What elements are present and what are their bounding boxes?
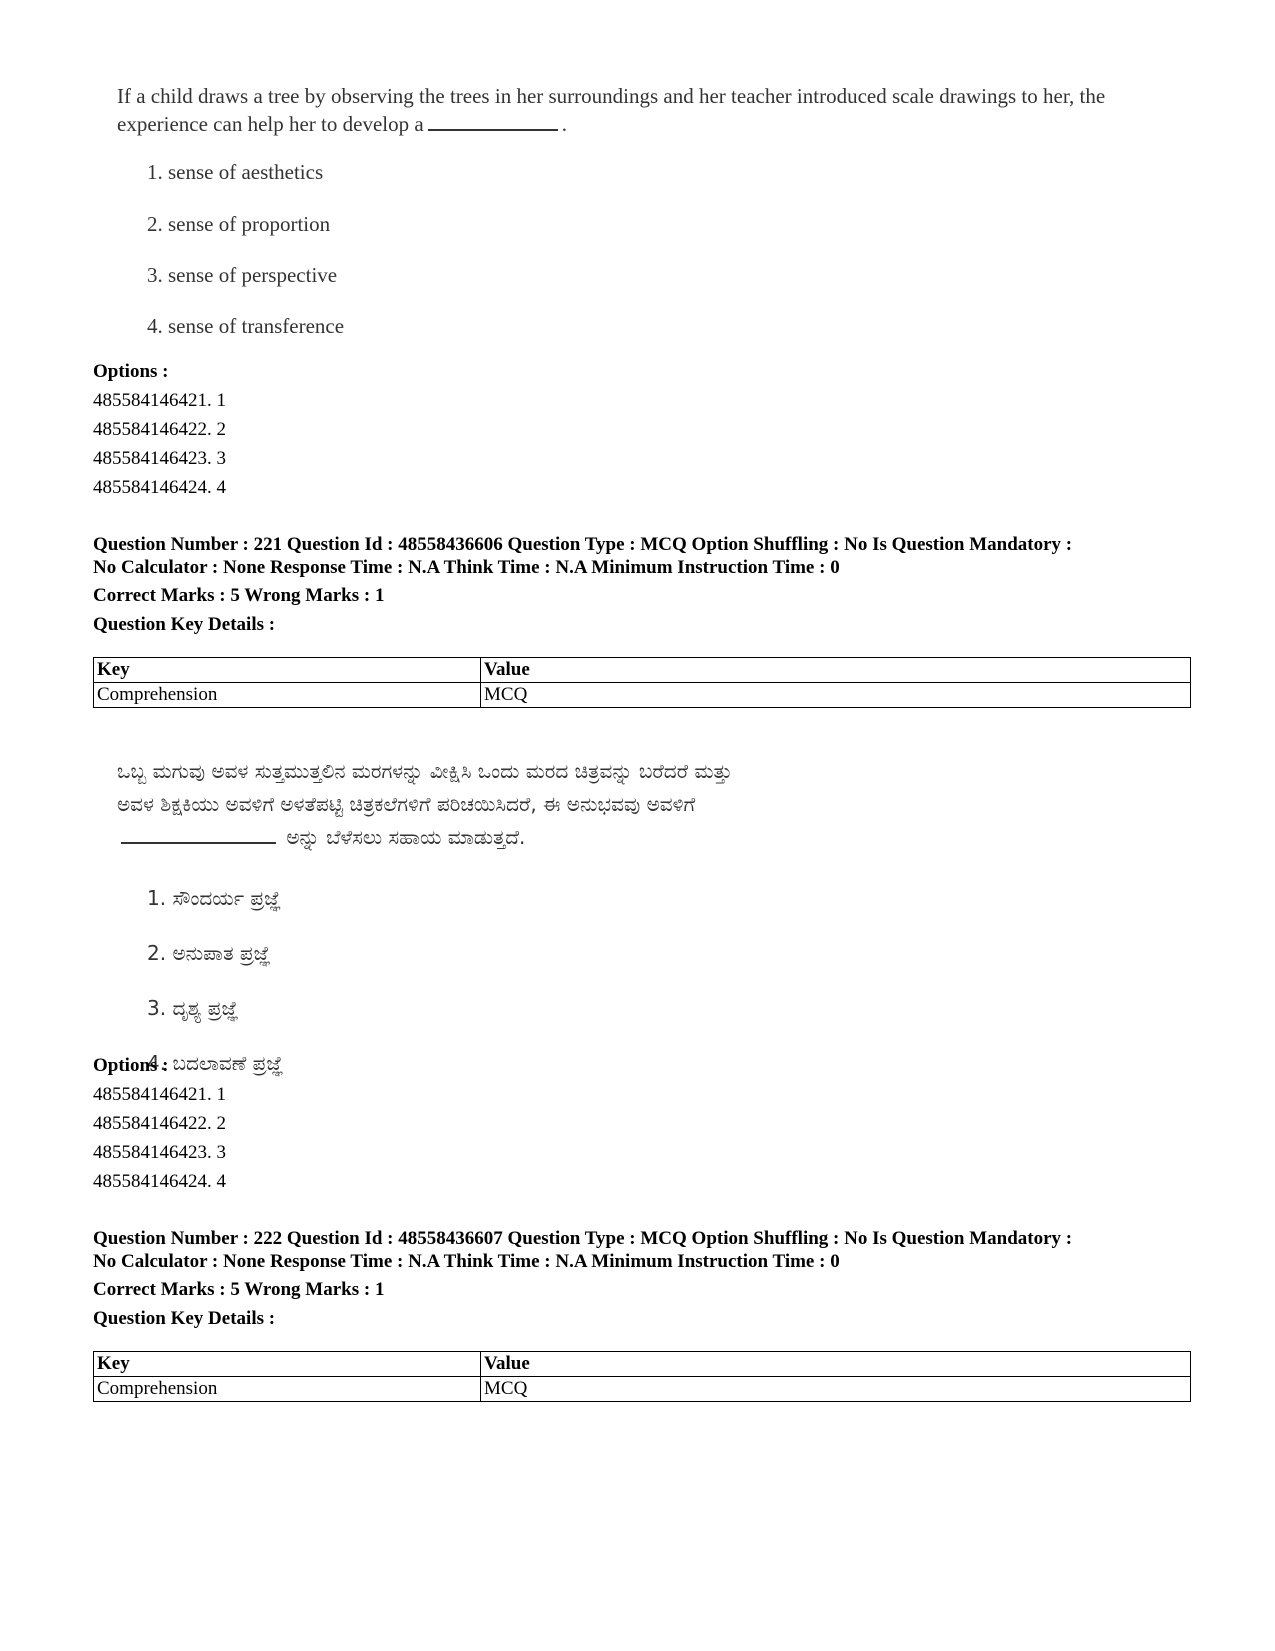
table-cell-key: Comprehension: [94, 1377, 481, 1402]
option-item: 485584146421. 1: [93, 1084, 226, 1105]
option-item: 485584146424. 4: [93, 477, 226, 498]
question-image-english: [117, 82, 1167, 338]
option-item: 485584146422. 2: [93, 1113, 226, 1134]
table-header-value: Value: [481, 658, 1191, 683]
choice-item: 1. sense of aesthetics: [147, 160, 324, 184]
choice-item: 2. sense of proportion: [147, 212, 331, 236]
option-item: 485584146421. 1: [93, 390, 226, 411]
key-details-label: Question Key Details :: [93, 614, 276, 635]
question-meta: Question Number : 222 Question Id : 48558436607 Question Type : MCQ Option Shuffling : No Is Question Mandatory : No Calculator : None Response Time : N.A Think Time : N.A Minimum Instruction Time : 0 Correct Marks : 5 Wrong Marks : 1 Question Key Details :: [93, 1227, 1193, 1333]
question-key-table: [93, 657, 1191, 708]
choice-item: 4. sense of transference: [147, 314, 345, 338]
question-key-table: [93, 1351, 1191, 1402]
table-cell-key: Comprehension: [94, 683, 481, 708]
question-text-line: ಒಬ್ಬ ಮಗುವು ಅವಳ ಸುತ್ತಮುತ್ತಲಿನ ಮರಗಳನ್ನು ವೀಕ್ಷಿಸಿ ಒಂದು ಮರದ ಚಿತ್ರವನ್ನು ಬರೆದರೆ ಮತ್ತು: [117, 759, 733, 783]
table-header-value: Value: [481, 1352, 1191, 1377]
table-row: [94, 1377, 1191, 1402]
question-text: If a child draws a tree by observing the trees in her surroundings and her teacher introduced scale drawings to her, the experience can help her to develop a .: [117, 84, 1106, 136]
table-header-key: Key: [94, 658, 481, 683]
choice-item: 3. ದೃಶ್ಯ ಪ್ರಜ್ಞೆ: [147, 996, 239, 1020]
choice-item: 1. ಸೌಂದರ್ಯ ಪ್ರಜ್ಞೆ: [147, 886, 282, 910]
question-text-line: ಅವಳ ಶಿಕ್ಷಕಿಯು ಅವಳಿಗೆ ಅಳತೆಪಟ್ಟಿ ಚಿತ್ರಕಲೆಗಳಿಗೆ ಪರಿಚಯಿಸಿದರೆ, ಈ ಅನುಭವವು ಅವಳಿಗೆ: [117, 792, 696, 816]
question-text-line: ಅನ್ನು ಬೆಳೆಸಲು ಸಹಾಯ ಮಾಡುತ್ತದೆ.: [117, 821, 1167, 854]
choice-item: 2. ಅನುಪಾತ ಪ್ರಜ್ಞೆ: [147, 941, 271, 965]
choice-item: 3. sense of perspective: [147, 263, 338, 287]
options-label: Options :: [93, 361, 169, 382]
option-item: 485584146423. 3: [93, 448, 226, 469]
marks-line: Correct Marks : 5 Wrong Marks : 1: [93, 1279, 385, 1300]
options-block: [93, 1051, 1193, 1196]
options-block: [93, 357, 1193, 502]
key-details-label: Question Key Details :: [93, 1308, 276, 1329]
table-header-row: [94, 658, 1191, 683]
table-row: [94, 683, 1191, 708]
options-label: Options :: [93, 1055, 169, 1076]
table-cell-value: MCQ: [481, 683, 1191, 708]
option-item: 485584146423. 3: [93, 1142, 226, 1163]
table-cell-value: MCQ: [481, 1377, 1191, 1402]
choice-item: 4. ಬದಲಾವಣೆ ಪ್ರಜ್ಞೆ: [147, 1051, 284, 1075]
option-item: 485584146424. 4: [93, 1171, 226, 1192]
answer-blank: [121, 841, 276, 844]
option-item: 485584146422. 2: [93, 419, 226, 440]
table-header-key: Key: [94, 1352, 481, 1377]
table-header-row: [94, 1352, 1191, 1377]
question-meta: Question Number : 221 Question Id : 48558436606 Question Type : MCQ Option Shuffling : No Is Question Mandatory : No Calculator : None Response Time : N.A Think Time : N.A Minimum Instruction Time : 0 Correct Marks : 5 Wrong Marks : 1 Question Key Details :: [93, 533, 1193, 639]
answer-blank: [428, 128, 558, 131]
marks-line: Correct Marks : 5 Wrong Marks : 1: [93, 585, 385, 606]
